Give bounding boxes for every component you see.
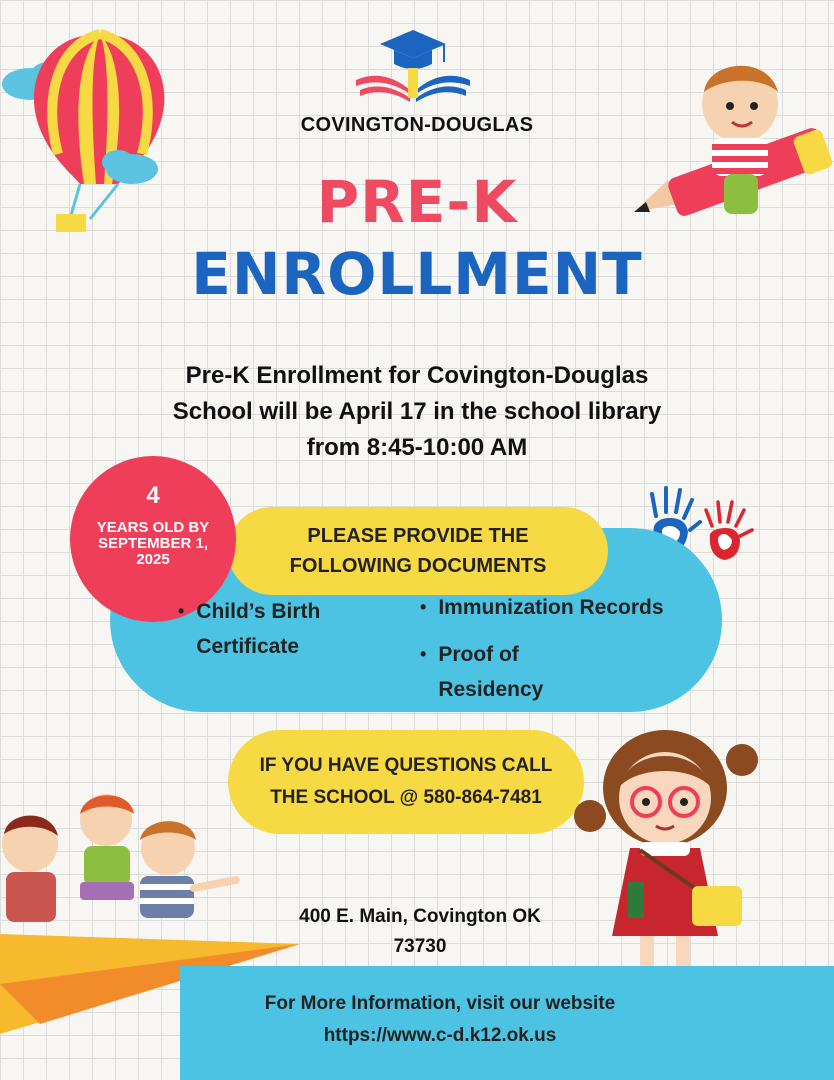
website-link[interactable]: https://www.c-d.k12.ok.us [323, 1025, 557, 1046]
documents-heading-line: FOLLOWING DOCUMENTS [289, 555, 547, 577]
intro-line: School will be April 17 in the school library [172, 398, 662, 425]
title-enrollment: ENROLLMENT [191, 240, 643, 308]
age-number: 4 [146, 482, 160, 509]
address-line: 73730 [393, 936, 447, 957]
questions-line: THE SCHOOL @ 580-864-7481 [270, 787, 542, 808]
documents-heading [228, 507, 608, 595]
footer-line: For More Information, visit our website [264, 993, 616, 1014]
list-item-text: Residency [438, 678, 544, 701]
girl-with-bag-illustration [570, 716, 760, 988]
school-logo [350, 28, 476, 104]
questions-line: IF YOU HAVE QUESTIONS CALL [259, 755, 553, 776]
list-item-text: Proof of [438, 643, 519, 666]
list-item [420, 637, 720, 707]
list-item [178, 594, 378, 664]
list-item-text: Immunization Records [438, 596, 664, 619]
list-item-text: Child’s Birth [196, 600, 321, 623]
enrollment-details [110, 358, 724, 466]
title-prek: PRE-K [316, 168, 518, 236]
school-name: COVINGTON-DOUGLAS [300, 114, 534, 136]
intro-line: Pre-K Enrollment for Covington-Douglas [185, 362, 649, 389]
school-address [260, 902, 580, 962]
documents-heading-line: PLEASE PROVIDE THE [307, 525, 529, 547]
age-requirement-text: YEARS OLD BY SEPTEMBER 1, 2025 [96, 519, 210, 568]
footer-info [180, 988, 700, 1052]
bullet-icon: • [178, 601, 185, 621]
documents-list-left [178, 594, 378, 664]
address-line: 400 E. Main, Covington OK [299, 906, 541, 927]
list-item [420, 590, 720, 625]
bullet-icon: • [420, 597, 427, 617]
intro-line: from 8:45-10:00 AM [306, 434, 528, 461]
list-item-text: Certificate [196, 635, 300, 658]
documents-list-right [420, 590, 720, 707]
bullet-icon: • [420, 644, 427, 664]
